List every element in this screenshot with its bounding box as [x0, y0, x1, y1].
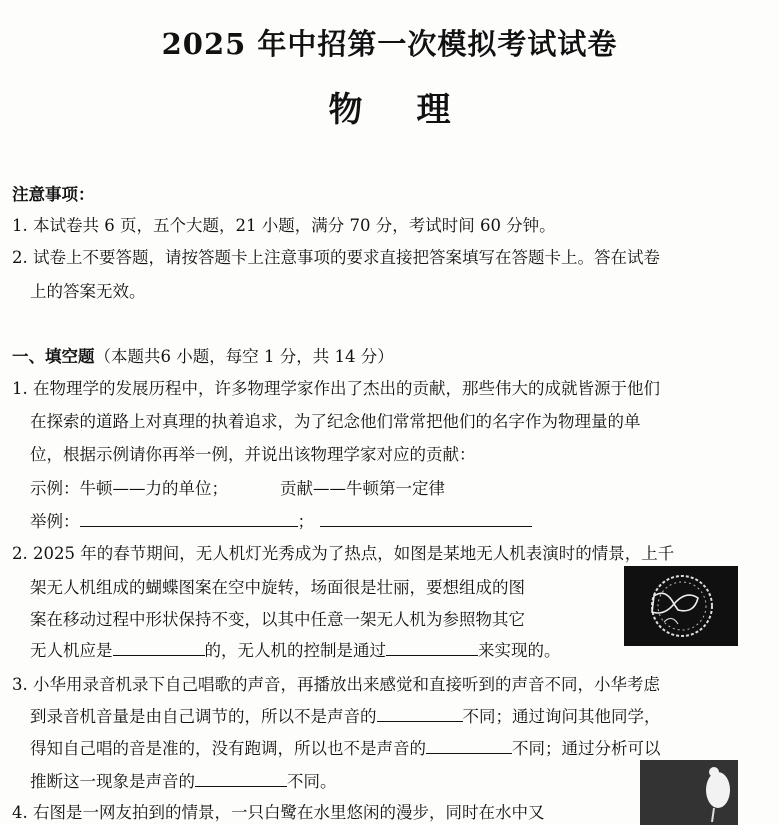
q2-blank-2[interactable] — [386, 641, 478, 656]
q1-answer-blank-1[interactable] — [80, 512, 298, 527]
q3-line-2-part-b: 不同；通过询问其他同学， — [462, 707, 661, 726]
q4-line-1: 4. 右图是一网友拍到的情景，一只白鹭在水里悠闲的漫步，同时在水中又 — [12, 803, 545, 822]
q3-blank-1[interactable] — [377, 707, 463, 722]
q3-line-3 — [30, 738, 661, 760]
q1-answer-separator: ； — [297, 512, 314, 531]
q2-line-4-part-c: 来实现的。 — [478, 641, 561, 660]
q1-line-3: 位，根据示例请你再举一例，并说出该物理学家对应的贡献： — [30, 445, 476, 464]
section-1-heading: 一、填空题 — [12, 347, 95, 366]
notice-item-1: 1. 本试卷共 6 页，五个大题，21 小题，满分 70 分，考试时间 60 分钟。 — [12, 216, 556, 235]
q2-line-1: 2. 2025 年的春节期间，无人机灯光秀成为了热点，如图是某地无人机表演时的情景，上千 — [12, 544, 675, 563]
q3-line-3-part-a: 得知自己唱的音是准的，没有跑调，所以也不是声音的 — [30, 739, 426, 758]
q1-answer-blank-2[interactable] — [320, 512, 532, 527]
subject-title: 物理 — [328, 90, 505, 130]
q3-line-3-part-b: 不同；通过分析可以 — [512, 739, 661, 758]
q1-example-contribution: 贡献——牛顿第一定律 — [280, 479, 445, 498]
q1-example-unit: 示例：牛顿——力的单位； — [30, 479, 228, 498]
q1-answer-row — [30, 511, 532, 533]
q3-line-2 — [30, 706, 661, 728]
q3-blank-3[interactable] — [195, 772, 287, 787]
q1-answer-label: 举例： — [30, 512, 80, 531]
q3-line-2-part-a: 到录音机音量是由自己调节的，所以不是声音的 — [30, 707, 377, 726]
q2-line-3: 案在移动过程中形状保持不变，以其中任意一架无人机为参照物其它 — [30, 610, 525, 629]
q3-line-1: 3. 小华用录音机录下自己唱歌的声音，再播放出来感觉和直接听到的声音不同，小华考虑 — [12, 675, 660, 694]
exam-title: 2025 年中招第一次模拟考试试卷 — [161, 27, 618, 61]
q2-line-4-part-a: 无人机应是 — [30, 641, 113, 660]
section-1-note: （本题共6 小题，每空 1 分，共 14 分） — [94, 347, 394, 366]
q2-line-2: 架无人机组成的蝴蝶图案在空中旋转，场面很是壮丽，要想组成的图 — [30, 578, 525, 597]
section-1-heading-row — [12, 346, 394, 368]
notice-item-2-line-2: 上的答案无效。 — [30, 282, 146, 301]
q1-line-2: 在探索的道路上对真理的执着追求，为了纪念他们常常把他们的名字作为物理量的单 — [30, 412, 641, 431]
q3-line-4-part-b: 不同。 — [287, 772, 337, 791]
q2-blank-1[interactable] — [113, 641, 205, 656]
q3-line-4 — [30, 771, 337, 793]
drone-butterfly-image — [624, 566, 738, 646]
q2-line-4-part-b: 的，无人机的控制是通过 — [204, 641, 386, 660]
notice-item-2-line-1: 2. 试卷上不要答题，请按答题卡上注意事项的要求直接把答案填写在答题卡上。答在试卷 — [12, 248, 660, 267]
q1-example-row — [30, 478, 445, 500]
q2-line-4 — [30, 640, 561, 662]
q1-line-1: 1. 在物理学的发展历程中，许多物理学家作出了杰出的贡献，那些伟大的成就皆源于他们 — [12, 379, 660, 398]
q3-line-4-part-a: 推断这一现象是声音的 — [30, 772, 195, 791]
egret-photo — [640, 760, 738, 825]
q3-blank-2[interactable] — [426, 739, 512, 754]
notice-heading: 注意事项： — [12, 185, 95, 204]
